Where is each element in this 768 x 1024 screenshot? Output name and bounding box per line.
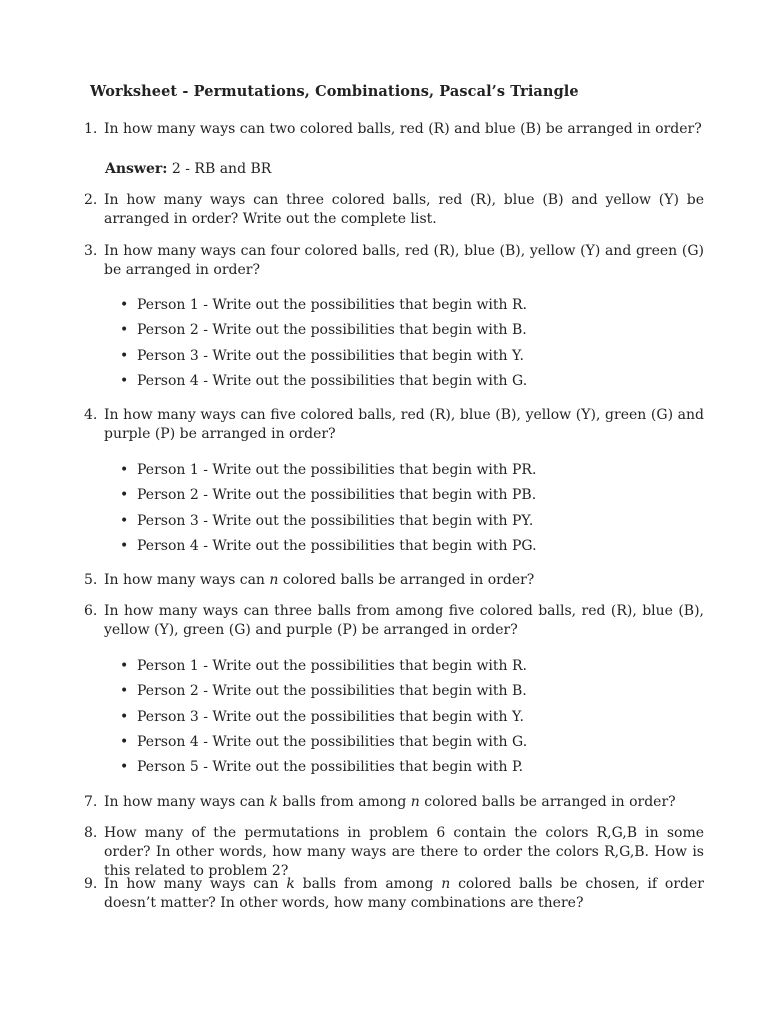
text-segment: In how many ways can [104, 794, 270, 810]
answer-label: Answer: [105, 161, 168, 177]
list-item: • Person 5 - Write out the possibilities that begin with P. [120, 758, 527, 783]
question-8 [84, 824, 704, 881]
text-segment: In how many ways can [104, 572, 270, 588]
math-variable: n [410, 794, 420, 810]
list-item: • Person 1 - Write out the possibilities that begin with PR. [120, 461, 537, 486]
question-text: In how many ways can three balls from among five colored balls, red (R), blue (B), yellow (Y), green (G) and purple (P) be arranged in order? [104, 603, 704, 638]
question-number: 8. [84, 825, 98, 841]
question-text: In how many ways can two colored balls, red (R) and blue (B) be arranged in order? [104, 121, 702, 137]
text-segment: colored balls be chosen, if order doesn’t matter? In other words, how many combinations are there? [104, 876, 704, 911]
list-item: • Person 1 - Write out the possibilities that begin with R. [120, 657, 527, 682]
question-number: 3. [84, 243, 98, 259]
question-text: How many of the permutations in problem 6 contain the colors R,G,B in some order? In other words, how many ways are there to order the colors R,G,B. How is this related to problem 2? [104, 825, 704, 879]
math-variable: k [286, 876, 295, 892]
answer-1 [105, 160, 271, 179]
text-segment: colored balls be arranged in order? [278, 572, 535, 588]
list-item: • Person 3 - Write out the possibilities that begin with Y. [120, 347, 527, 372]
question-3 [84, 242, 704, 280]
question-6 [84, 602, 704, 640]
question-number: 6. [84, 603, 98, 619]
question-5 [84, 571, 704, 590]
question-number: 5. [84, 572, 98, 588]
question-text: In how many ways can five colored balls, red (R), blue (B), yellow (Y), green (G) and purple (P) be arranged in order? [104, 407, 704, 442]
worksheet-title: Worksheet - Permutations, Combinations, Pascal’s Triangle [90, 83, 579, 100]
question-number: 2. [84, 192, 98, 208]
question-number: 1. [84, 121, 98, 137]
math-variable: n [441, 876, 451, 892]
list-item: • Person 1 - Write out the possibilities that begin with R. [120, 296, 527, 321]
list-item: • Person 3 - Write out the possibilities that begin with PY. [120, 512, 537, 537]
bullet-list-3 [120, 296, 527, 397]
text-segment: colored balls be arranged in order? [419, 794, 676, 810]
list-item: • Person 4 - Write out the possibilities that begin with G. [120, 733, 527, 758]
question-number: 4. [84, 407, 98, 423]
text-segment: balls from among [277, 794, 411, 810]
list-item: • Person 4 - Write out the possibilities that begin with PG. [120, 537, 537, 562]
bullet-list-6 [120, 657, 527, 783]
question-number: 7. [84, 794, 98, 810]
question-4 [84, 406, 704, 444]
list-item: • Person 4 - Write out the possibilities that begin with G. [120, 372, 527, 397]
answer-text: 2 - RB and BR [171, 161, 272, 177]
question-7 [84, 793, 704, 812]
text-segment: In how many ways can [104, 876, 287, 892]
question-text [104, 875, 704, 913]
question-1 [84, 120, 704, 139]
question-text: In how many ways can four colored balls, red (R), blue (B), yellow (Y) and green (G) be arranged in order? [104, 243, 704, 278]
list-item: • Person 2 - Write out the possibilities that begin with PB. [120, 486, 537, 511]
list-item: • Person 2 - Write out the possibilities that begin with B. [120, 682, 527, 707]
question-text [104, 793, 704, 812]
text-segment: balls from among [294, 876, 442, 892]
list-item: • Person 3 - Write out the possibilities that begin with Y. [120, 708, 527, 733]
question-text [104, 571, 704, 590]
math-variable: n [269, 572, 279, 588]
math-variable: k [269, 794, 278, 810]
list-item: • Person 2 - Write out the possibilities that begin with B. [120, 321, 527, 346]
question-2 [84, 191, 704, 229]
question-9 [84, 875, 704, 913]
bullet-list-4 [120, 461, 537, 562]
question-text: In how many ways can three colored balls, red (R), blue (B) and yellow (Y) be arranged in order? Write out the complete list. [104, 192, 704, 227]
question-number: 9. [84, 876, 98, 892]
